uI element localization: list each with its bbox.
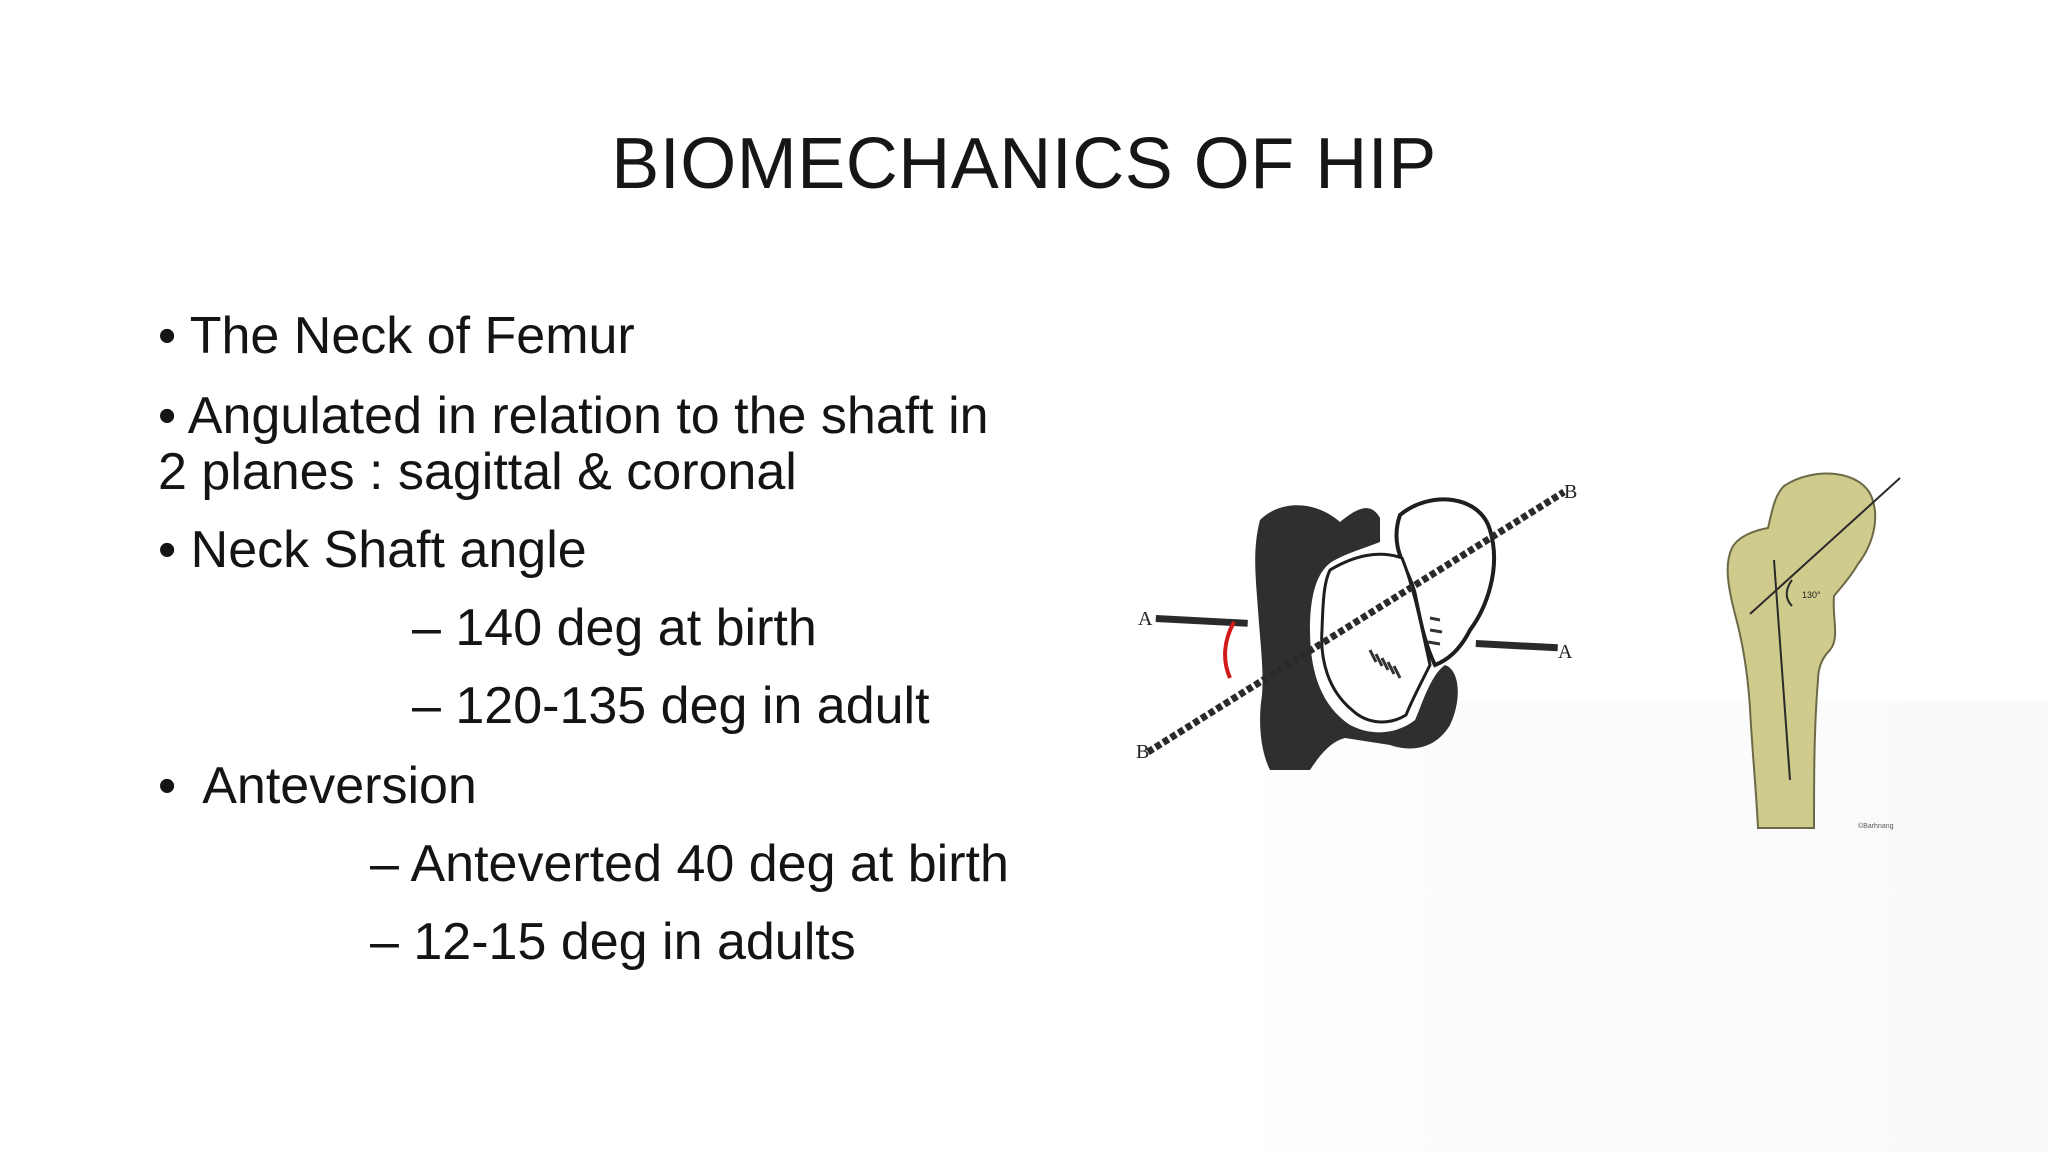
sub-bullet-item — [370, 914, 856, 970]
bullet-marker: • — [158, 387, 177, 445]
bullet-continuation — [158, 444, 797, 500]
sub-bullet-item — [412, 600, 817, 656]
slide-title: BIOMECHANICS OF HIP — [611, 124, 1437, 204]
angle-label: 130° — [1802, 590, 1821, 600]
bullet-item — [158, 758, 477, 814]
image-credit: ©Barhnang — [1858, 823, 1894, 830]
dash-marker: – — [412, 599, 441, 657]
dash-marker: – — [370, 835, 399, 893]
bullet-marker: • — [158, 307, 177, 365]
bullet-text: Angulated in relation to the shaft in — [176, 387, 989, 445]
bullet-marker: • — [158, 521, 177, 579]
bullet-text: The Neck of Femur — [176, 307, 635, 365]
bullet-text: 120-135 deg in adult — [440, 677, 930, 735]
femur-neck-shaft-diagram — [1722, 468, 1922, 838]
sub-bullet-item — [370, 836, 1009, 892]
dash-marker: – — [412, 677, 441, 735]
bullet-item — [158, 308, 635, 364]
anteversion-angle-arc — [1225, 622, 1234, 678]
bullet-text: Anteverted 40 deg at birth — [398, 835, 1009, 893]
bullet-item — [158, 388, 989, 444]
axis-label-a-right: A — [1558, 641, 1573, 663]
sub-bullet-item — [412, 678, 930, 734]
bullet-marker: • — [158, 757, 177, 815]
bullet-text: Anteversion — [176, 757, 477, 815]
anteversion-diagram — [1130, 470, 1600, 780]
dash-marker: – — [370, 913, 399, 971]
bullet-text: 140 deg at birth — [440, 599, 817, 657]
bullet-text: Neck Shaft angle — [176, 521, 587, 579]
axis-label-b-left: B — [1136, 741, 1150, 763]
axis-label-a-left: A — [1138, 608, 1153, 630]
bullet-text: 2 planes : sagittal & coronal — [158, 443, 797, 501]
bullet-text: 12-15 deg in adults — [398, 913, 856, 971]
bullet-item — [158, 522, 587, 578]
axis-label-b-right: B — [1564, 481, 1578, 503]
femur-bone-shape — [1728, 474, 1876, 829]
